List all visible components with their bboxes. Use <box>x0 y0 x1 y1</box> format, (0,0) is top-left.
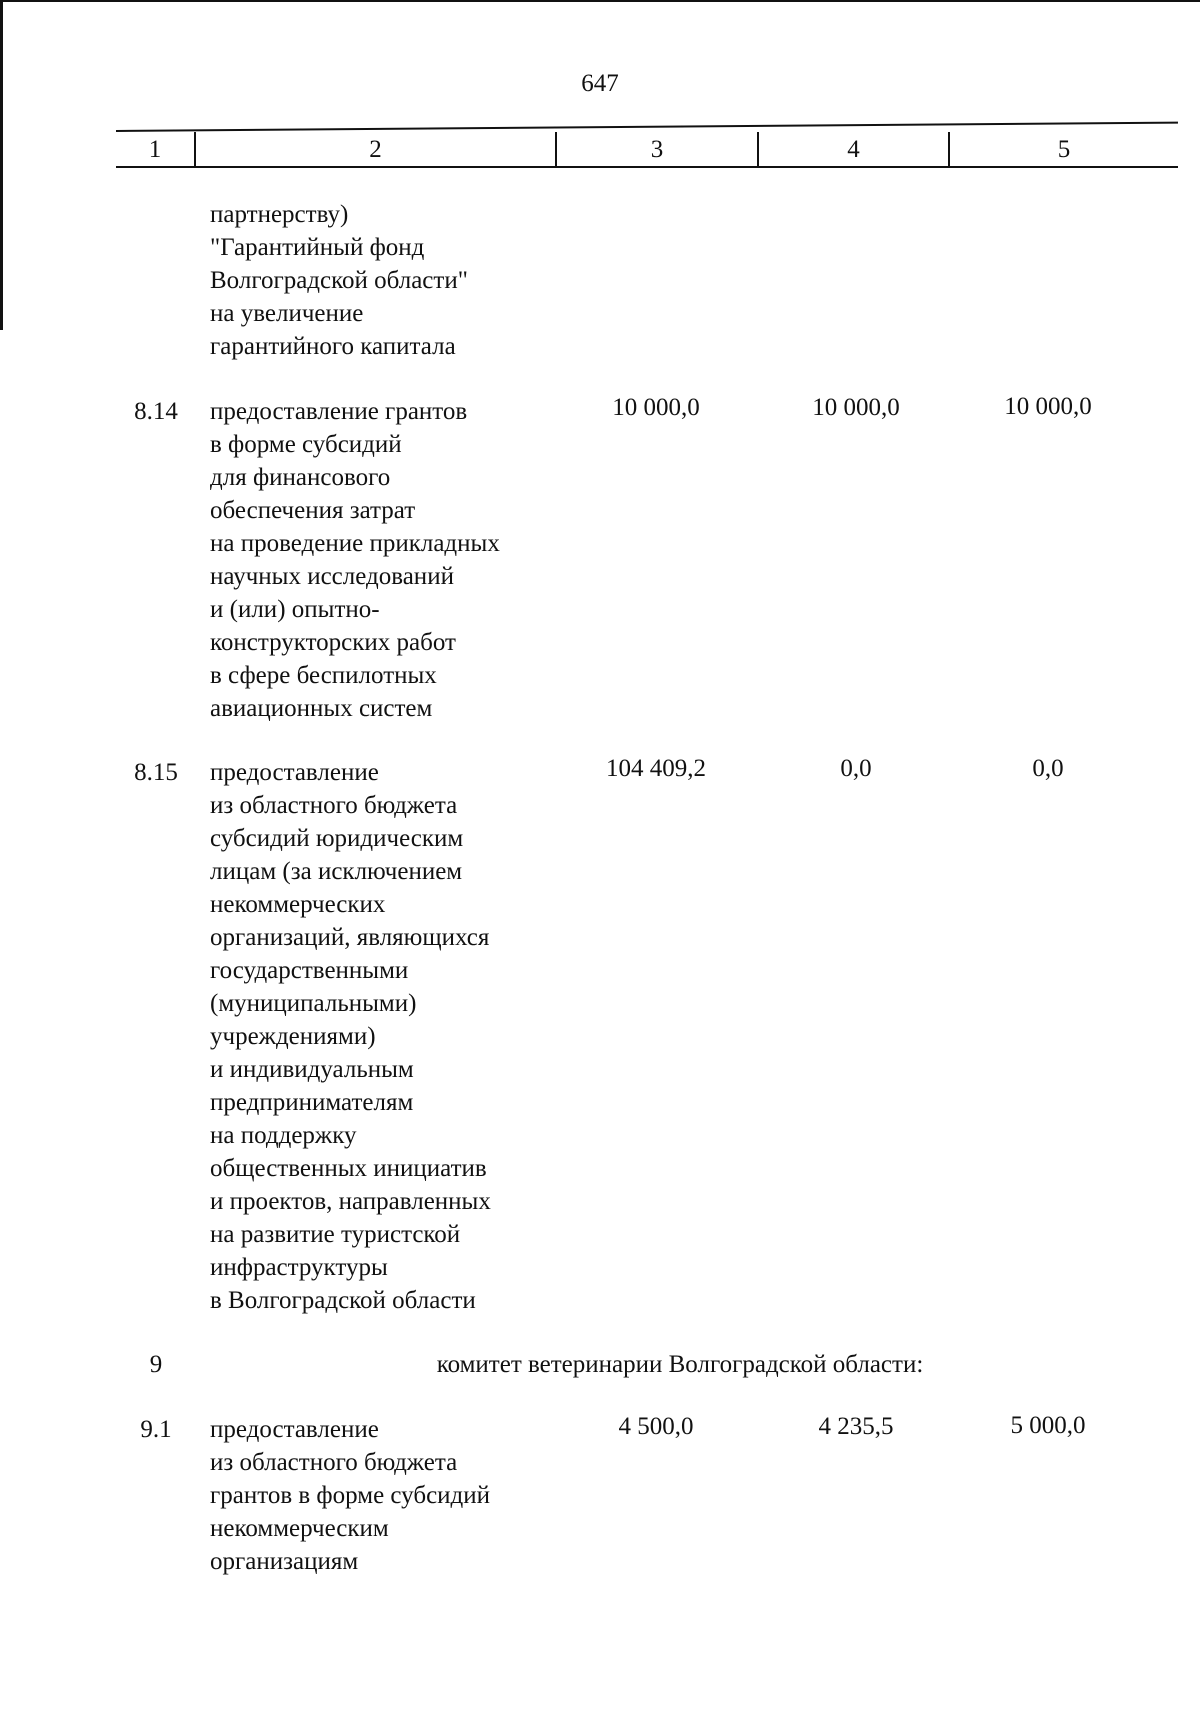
scan-edge-left <box>0 0 3 330</box>
row-description: предоставление из областного бюджета субсидий юридическим лицам (за исключением некоммерческих организаций, являющихся государственными (муниципальными) учреждениями) и индивидуальным предпринимателям на поддержку общественных инициатив и проектов, направленных на развитие туристской инфраструктуры в Волгоградской области <box>210 759 491 1314</box>
scan-edge-top <box>0 0 1200 2</box>
row-value-col4: 10 000,0 <box>812 394 900 421</box>
row-number: 8.15 <box>134 759 178 786</box>
header-top-rule <box>116 122 1178 132</box>
row-value-col3: 10 000,0 <box>612 394 700 421</box>
section-title: комитет ветеринарии Волгоградской области: <box>436 1351 924 1378</box>
row-value-col4: 0,0 <box>840 755 872 782</box>
row-value-col5: 10 000,0 <box>1004 393 1092 420</box>
row-value-col4: 4 235,5 <box>818 1413 894 1440</box>
header-col-5: 5 <box>1057 136 1071 163</box>
section-number: 9 <box>149 1351 163 1378</box>
row-value-col5: 0,0 <box>1032 755 1064 782</box>
row-description: предоставление из областного бюджета грантов в форме субсидий некоммерческим организациям <box>210 1416 491 1575</box>
row-number: 9.1 <box>140 1416 172 1443</box>
header-col-3: 3 <box>650 136 664 163</box>
row-description: партнерству) "Гарантийный фонд Волгоградской области" на увеличение гарантийного капитала <box>210 201 468 360</box>
row-number: 8.14 <box>134 398 178 425</box>
row-value-col3: 4 500,0 <box>618 1413 694 1440</box>
row-value-col5: 5 000,0 <box>1010 1412 1086 1439</box>
header-bottom-rule <box>116 166 1178 168</box>
header-col-4: 4 <box>847 136 860 163</box>
header-col-2: 2 <box>369 136 382 163</box>
page-number: 647 <box>581 70 619 97</box>
row-description: предоставление грантов в форме субсидий для финансового обеспечения затрат на проведение прикладных научных исследований и (или) опытно- конструкторских работ в сфере беспилотных авиационных систем <box>210 398 500 722</box>
row-value-col3: 104 409,2 <box>606 755 706 782</box>
header-col-1: 1 <box>148 136 162 163</box>
